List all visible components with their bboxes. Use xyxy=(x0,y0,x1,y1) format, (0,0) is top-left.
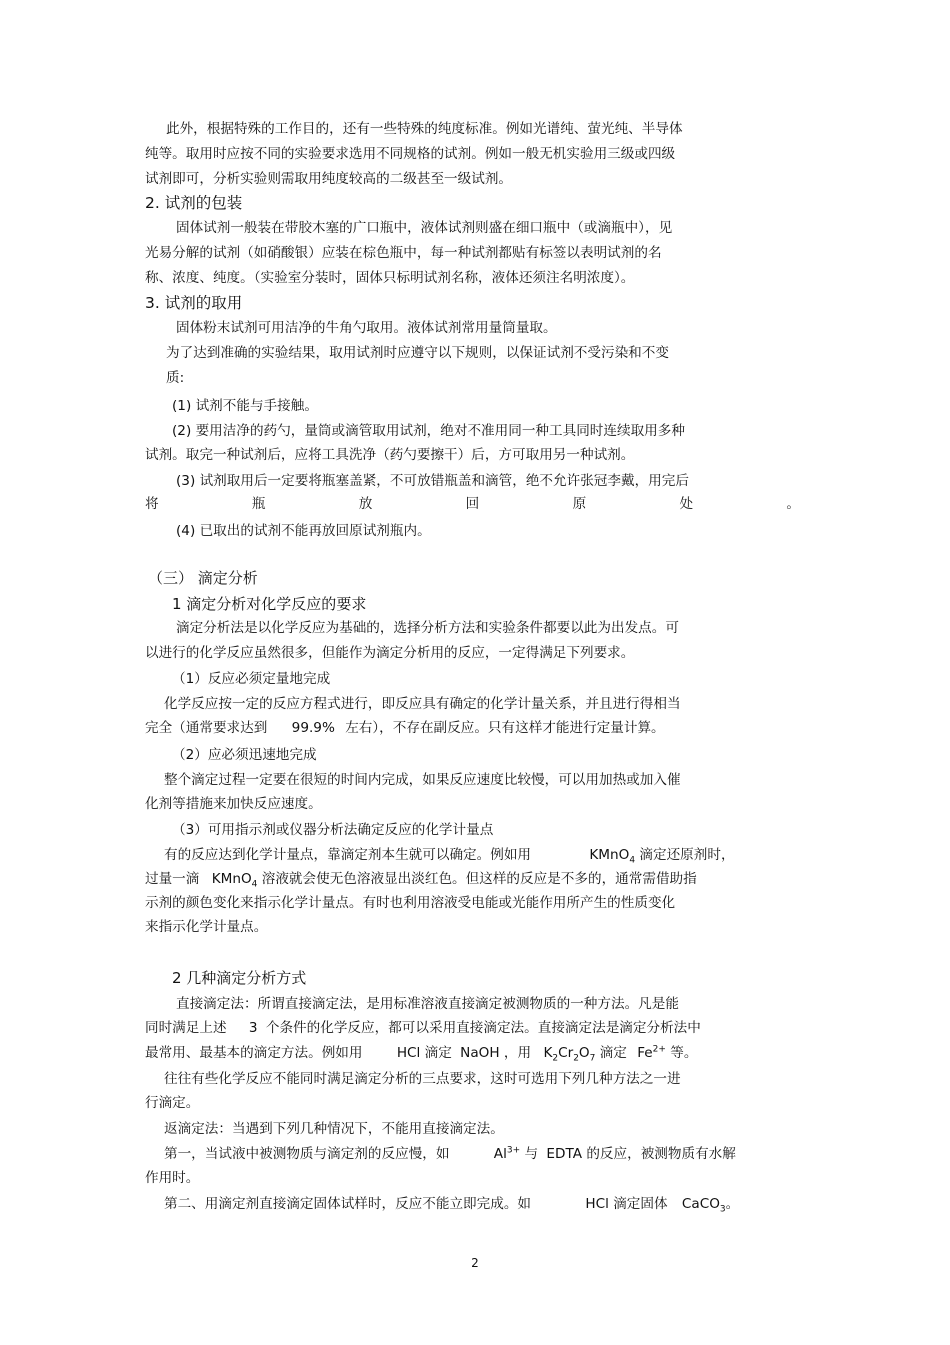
formula-text: Al xyxy=(493,1146,507,1162)
intro-line-3: 试剂即可，分析实验则需取用纯度较高的二级甚至一级试剂。 xyxy=(145,171,513,187)
direct-line-2 xyxy=(145,1018,701,1038)
subscript: 2 xyxy=(552,1053,559,1064)
rule-3-char: 回 xyxy=(465,496,480,512)
superscript: 2+ xyxy=(652,1044,666,1055)
page-number: 2 xyxy=(471,1256,479,1270)
text: 滴定 xyxy=(424,1045,452,1061)
formula-hcl: HCl xyxy=(585,1196,609,1212)
formula-text: O xyxy=(578,1045,590,1061)
text: 第一，当试液中被测物质与滴定剂的反应慢，如 xyxy=(164,1146,450,1162)
condition-2-line-1: 整个滴定过程一定要在很短的时间内完成，如果反应速度比较慢，可以用加热或加入催 xyxy=(164,772,681,788)
subscript: 4 xyxy=(629,855,636,866)
section-titration: （三） 滴定分析 xyxy=(148,569,258,587)
taking-line-1: 固体粉末试剂可用洁净的牛角勺取用。液体试剂常用量筒量取。 xyxy=(176,320,557,336)
text: 滴定还原剂时， xyxy=(639,847,735,863)
packaging-line-3: 称、浓度、纯度。（实验室分装时，固体只标明试剂名称，液体还须注名明浓度）。 xyxy=(145,270,635,286)
titration-para-line-1: 滴定分析法是以化学反应为基础的，选择分析方法和实验条件都要以此为出发点。可 xyxy=(176,620,679,636)
rule-1: (1) 试剂不能与手接触。 xyxy=(172,398,318,414)
text: 滴定固体 xyxy=(613,1196,668,1212)
text: 过量一滴 xyxy=(145,871,200,887)
rule-3-line-2 xyxy=(145,494,800,514)
subsection-requirements: 1 滴定分析对化学反应的要求 xyxy=(172,595,367,613)
text: 等。 xyxy=(670,1045,698,1061)
case-2-line-1 xyxy=(164,1194,739,1214)
condition-1-line-1: 化学反应按一定的反应方程式进行，即反应具有确定的化学计量关系，并且进行得相当 xyxy=(164,696,681,712)
alt-line-2: 行滴定。 xyxy=(145,1095,200,1111)
rule-3-char: 处 xyxy=(679,496,694,512)
formula-naoh: NaOH xyxy=(460,1045,500,1061)
subsection-modes: 2 几种滴定分析方式 xyxy=(172,969,307,987)
formula-text: KMnO xyxy=(589,847,630,863)
formula-text: KMnO xyxy=(211,871,252,887)
text: 个条件的化学反应，都可以采用直接滴定法。直接滴定法是滴定分析法中 xyxy=(265,1020,701,1036)
text: 有的反应达到化学计量点，靠滴定剂本生就可以确定。例如用 xyxy=(164,847,532,863)
intro-line-1: 此外，根据特殊的工作目的，还有一些特殊的纯度标准。例如光谱纯、萤光纯、半导体 xyxy=(166,121,683,137)
rule-3-char: 将 xyxy=(145,496,159,512)
formula-hcl: HCl xyxy=(396,1045,421,1061)
text: 。 xyxy=(725,1196,740,1212)
formula-text: K xyxy=(543,1045,553,1061)
formula-kmno4 xyxy=(589,847,636,866)
text: 溶液就会使无色溶液显出淡红色。但这样的反应是不多的，通常需借助指 xyxy=(261,871,697,887)
subscript: 3 xyxy=(719,1204,726,1215)
text: 同时满足上述 xyxy=(145,1020,227,1036)
heading-packaging: 2. 试剂的包装 xyxy=(145,194,243,212)
formula-text: Cr xyxy=(558,1045,574,1061)
direct-line-1: 直接滴定法：所谓直接滴定法，是用标准溶液直接滴定被测物质的一种方法。凡是能 xyxy=(176,996,679,1012)
case-1-line-1 xyxy=(164,1144,736,1164)
percent-value: 99.9% xyxy=(291,720,335,736)
taking-line-2: 为了达到准确的实验结果，取用试剂时应遵守以下规则，以保证试剂不受污染和不变 xyxy=(166,345,669,361)
subscript: 2 xyxy=(573,1053,579,1064)
direct-line-3 xyxy=(145,1043,697,1063)
rule-3-char: 。 xyxy=(786,496,800,512)
rule-3-line-1: (3) 试剂取用后一定要将瓶塞盖紧，不可放错瓶盖和滴管，绝不允许张冠李戴，用完后 xyxy=(176,473,689,489)
condition-3-line-4: 来指示化学计量点。 xyxy=(145,919,268,935)
formula-caco3 xyxy=(681,1196,726,1215)
intro-line-2: 纯等。取用时应按不同的实验要求选用不同规格的试剂。例如一般无机实验用三级或四级 xyxy=(145,146,676,162)
superscript: 3+ xyxy=(506,1145,521,1156)
formula-text: Fe xyxy=(637,1045,653,1061)
formula-al xyxy=(494,1146,520,1162)
rule-3-char: 瓶 xyxy=(251,496,266,512)
text: 左右），不存在副反应。只有这样才能进行定量计算。 xyxy=(345,720,665,736)
text: 的反应，被测物质有水解 xyxy=(586,1146,736,1162)
text: 最常用、最基本的滴定方法。例如用 xyxy=(145,1045,363,1061)
formula-dichromate xyxy=(543,1045,596,1064)
condition-1-line-2 xyxy=(145,718,665,738)
text: 与 xyxy=(524,1146,539,1162)
text: ，用 xyxy=(503,1045,532,1061)
subscript: 4 xyxy=(251,879,258,890)
packaging-line-1: 固体试剂一般装在带胶木塞的广口瓶中，液体试剂则盛在细口瓶中（或滴瓶中），见 xyxy=(176,220,673,236)
subscript: 7 xyxy=(589,1053,596,1064)
rule-3-char: 原 xyxy=(572,496,587,512)
back-titration-line: 返滴定法：当遇到下列几种情况下，不能用直接滴定法。 xyxy=(164,1121,504,1137)
alt-line-1: 往往有些化学反应不能同时满足滴定分析的三点要求，这时可选用下列几种方法之一进 xyxy=(164,1071,681,1087)
condition-2-line-2: 化剂等措施来加快反应速度。 xyxy=(145,796,322,812)
titration-para-line-2: 以进行的化学反应虽然很多，但能作为滴定分析用的反应，一定得满足下列要求。 xyxy=(145,645,635,661)
condition-3-line-1 xyxy=(164,845,735,865)
rule-4: (4) 已取出的试剂不能再放回原试剂瓶内。 xyxy=(176,523,431,539)
condition-3: （3）可用指示剂或仪器分析法确定反应的化学计量点 xyxy=(172,822,494,838)
text: 第二、用滴定剂直接滴定固体试样时，反应不能立即完成。如 xyxy=(164,1196,532,1212)
formula-fe xyxy=(637,1045,666,1061)
formula-kmno4 xyxy=(211,871,258,890)
heading-taking: 3. 试剂的取用 xyxy=(145,294,243,312)
packaging-line-2: 光易分解的试剂（如硝酸银）应装在棕色瓶中，每一种试剂都贴有标签以表明试剂的名 xyxy=(145,245,662,261)
condition-3-line-3: 示剂的颜色变化来指示化学计量点。有时也利用溶液受电能或光能作用所产生的性质变化 xyxy=(145,895,676,911)
rule-2-line-1: (2) 要用洁净的药勺，量筒或滴管取用试剂，绝对不准用同一种工具同时连续取用多种 xyxy=(172,423,685,439)
condition-3-line-2 xyxy=(145,869,697,889)
formula-text: CaCO xyxy=(681,1196,720,1212)
text: 完全（通常要求达到 xyxy=(145,720,268,736)
number: 3 xyxy=(248,1020,258,1036)
case-1-line-2: 作用时。 xyxy=(145,1170,200,1186)
rule-3-char: 放 xyxy=(358,496,373,512)
text: 滴定 xyxy=(599,1045,627,1061)
condition-2: （2）应必须迅速地完成 xyxy=(172,747,317,763)
condition-1: （1）反应必须定量地完成 xyxy=(172,671,331,687)
taking-line-3: 质: xyxy=(166,370,185,386)
rule-2-line-2: 试剂。取完一种试剂后，应将工具洗净（药勺要擦干）后，方可取用另一种试剂。 xyxy=(145,447,635,463)
formula-edta: EDTA xyxy=(546,1146,583,1162)
